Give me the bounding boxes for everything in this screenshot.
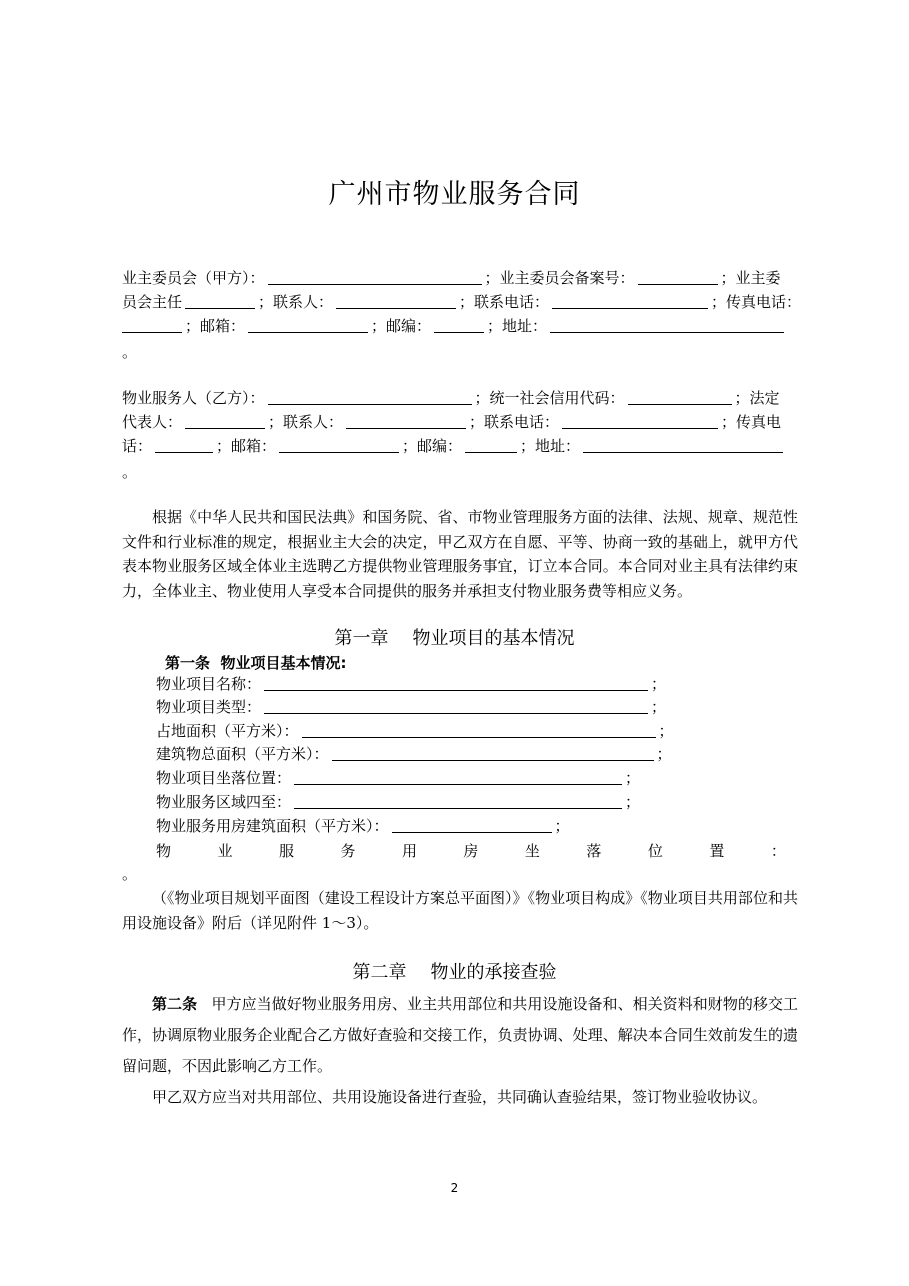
party-b-line-2: 代表人： ；联系人： ；联系电话： ；传真电 [122,413,782,431]
contract-title: 广州市物业服务合同 [328,179,581,210]
party-b-fax-blank [155,436,213,453]
chapter-2-heading: 第二章 物业的承接查验 [352,962,557,983]
field-service-room-area: 物业服务用房建筑面积（平方米）： ； [156,817,570,835]
party-a-director-blank [185,292,255,309]
location-blank [294,768,622,785]
party-a-line-3: ；邮箱： ；邮编： ；地址： [122,314,787,338]
party-b-line-3: 话： ；邮箱： ；邮编： ；地址： [122,434,786,458]
party-a-phone-blank [552,292,708,309]
party-a-email-blank [248,316,368,333]
party-b-credit-code-blank [628,388,732,405]
preamble-paragraph: 根据《中华人民共和国民法典》和国务院、省、市物业管理服务方面的法律、法规、规章、规范性文件和行业标准的规定，根据业主大会的决定，甲乙双方在自愿、平等、协商一致的基础上，就甲方代表本物业服务区域全体业主选聘乙方提供物业管理服务事宜，订立本合同。本合同对业主具有法律约束力，全体业主、物业使用人享受本合同提供的服务并承担支付物业服务费等相应义务。 [122,508,798,600]
party-a-line-1: 业主委员会（甲方）： ；业主委员会备案号： ；业主委 [122,269,781,287]
field-land-area: 占地面积（平方米）： ； [156,722,674,740]
party-b-line-1: 物业服务人（乙方）： ；统一社会信用代码： ；法定 [122,389,780,407]
project-type-blank [264,697,648,714]
field-project-name: 物业项目名称： ； [156,675,667,693]
article-2-number: 第二条 [152,995,198,1013]
party-b-contact-blank [346,412,466,429]
article-2-paragraph: 第二条 甲方应当做好物业服务用房、业主共用部位和共用设施设备和、相关资料和财物的移交工作，协调原物业服务企业配合乙方做好查验和交接工作，负责协调、处理、解决本合同生效前发生的遗留问题，不因此影响乙方工作。 [122,995,798,1075]
article-1-heading: 第一条 物业项目基本情况: [165,654,347,672]
land-area-blank [302,721,656,738]
boundaries-blank [294,792,622,809]
party-b-postcode-blank [465,436,517,453]
party-a-address-blank [550,316,784,333]
party-a-contact-blank [336,292,456,309]
field-location: 物业项目坐落位置： ； [156,769,641,787]
field-service-room-location: 物 业 服 务 用 房 坐 落 位 置 ： [156,842,786,860]
party-a-fax-blank [122,316,182,333]
party-b-representative-blank [185,412,265,429]
party-b-phone-blank [562,412,718,429]
party-b-line-4: 。 [122,463,138,481]
field-boundaries: 物业服务区域四至： ； [156,793,641,811]
party-b-email-blank [279,436,399,453]
page-number: 2 [450,1181,459,1195]
field-project-type: 物业项目类型： ； [156,698,667,716]
attachments-paragraph: （《物业项目规划平面图（建设工程设计方案总平面图）》《物业项目构成》《物业项目共用部位和共用设施设备》附后（详见附件 1～3）。 [122,889,798,932]
party-a-postcode-blank [434,316,484,333]
inspection-paragraph: 甲乙双方应当对共用部位、共用设施设备进行查验，共同确认查验结果，签订物业验收协议。 [152,1088,768,1106]
party-a-name-blank [268,268,482,285]
field-building-area: 建筑物总面积（平方米）： ； [156,745,672,763]
service-room-area-blank [392,816,552,833]
party-a-line-2: 员会主任 ；联系人： ；联系电话： ；传真电话： [122,293,802,311]
building-area-blank [332,744,654,761]
party-b-address-blank [583,436,783,453]
party-a-record-number-blank [638,268,718,285]
service-room-location-end: 。 [122,865,138,883]
party-b-name-blank [268,388,472,405]
party-a-line-4: 。 [122,343,138,361]
project-name-blank [264,674,648,691]
chapter-1-heading: 第一章 物业项目的基本情况 [334,628,575,649]
